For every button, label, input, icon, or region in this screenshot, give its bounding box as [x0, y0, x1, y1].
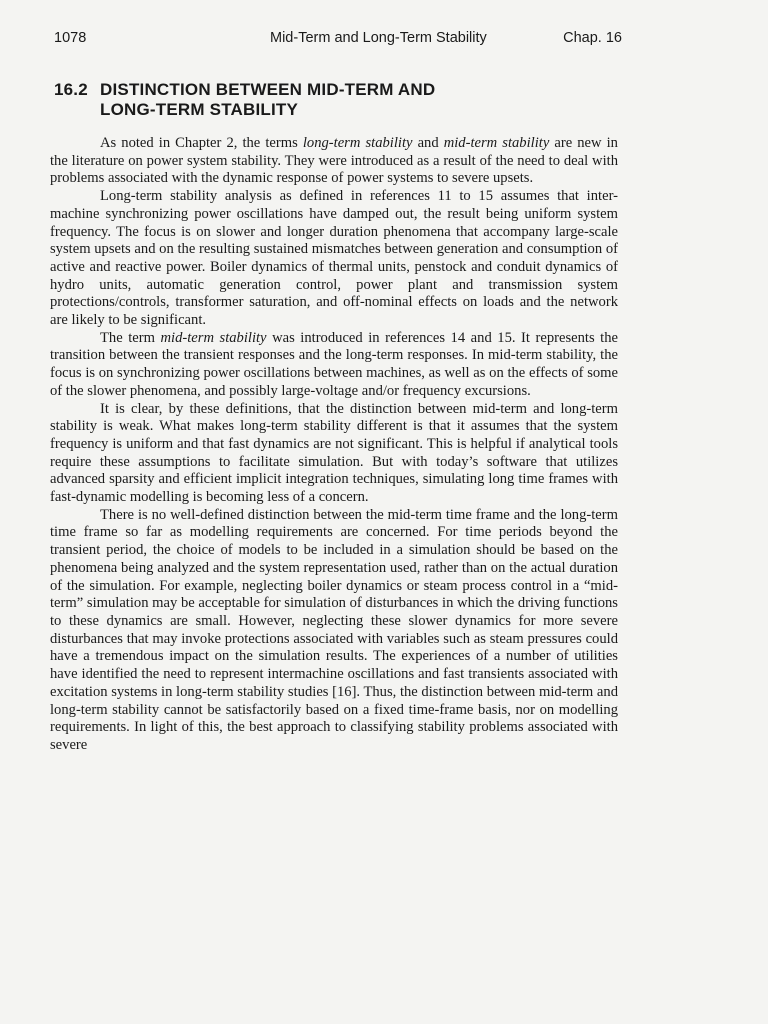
term-mid-term-stability-2: mid-term stability [160, 329, 267, 346]
paragraph-1-text-b: and [412, 135, 444, 151]
running-header [54, 30, 622, 50]
paragraph-3-text-b: was introduced in references 14 and 15. It represents the transition between the transient responses and the long-term responses. In mid-term stability, the focus is on synchronizing power oscillations between machines, as well as on the effects of some of the slower phenomena, and possibly large-voltage and/or frequency excursions. [50, 329, 618, 399]
paragraph-1-text-c: are new in the literature on power system stability. They were introduced as a result of the need to deal with problems associated with the dynamic response of power systems to severe upsets. [50, 135, 618, 187]
section-number: 16.2 [54, 80, 88, 99]
paragraph-3-text-a: The term [100, 329, 161, 346]
section-title-line2: LONG-TERM STABILITY [100, 100, 299, 119]
paragraph-2: Long-term stability analysis as defined in references 11 to 15 assumes that inter-machine synchronizing power oscillations have damped out, the result being uniform system frequency. The focus is on slower and longer duration phenomena that accompany large-scale system upsets and on the resulting sustained mismatches between generation and consumption of active and reactive power. Boiler dynamics of thermal units, penstock and conduit dynamics of hydro units, automatic generation control, power plant and transmission system protections/controls, transformer saturation, and off-nominal effects on loads and the network are likely to be significant. [50, 188, 618, 329]
paragraph-5: There is no well-defined distinction between the mid-term time frame and the long-term time frame so far as modelling requirements are concerned. For time periods beyond the transient period, the choice of models to be included in a simulation should be based on the phenomena being analyzed and the system representation used, rather than on the actual duration of the simulation. For example, neglecting boiler dynamics or steam process control in a “mid-term” simulation may be acceptable for simulation of disturbances in which the driving functions to these dynamics are small. However, neglecting these slower dynamics for more severe disturbances that may invoke protections associated with variables such as steam pressures could have a tremendous impact on the simulation results. The experiences of a number of utilities have identified the need to represent intermachine oscillations and fast transients associated with excitation systems in long-term stability studies [16]. Thus, the distinction between mid-term and long-term stability cannot be satisfactorily based on a fixed time-frame basis, nor on modelling requirements. In light of this, the best approach to classifying stability problems associated with severe [50, 506, 618, 753]
term-long-term-stability: long-term stability [302, 135, 413, 151]
page-number: 1078 [54, 30, 87, 46]
paragraph-3 [50, 330, 618, 401]
section-heading [54, 80, 634, 120]
running-title: Mid-Term and Long-Term Stability [270, 30, 487, 46]
body-text [50, 135, 618, 755]
paragraph-4: It is clear, by these definitions, that the distinction between mid-term and long-term stability is weak. What makes long-term stability different is that it assumes that the system frequency is uniform and that fast dynamics are not significant. This is helpful if analytical tools require these assumptions to facilitate simulation. But with today’s software that utilizes advanced sparsity and efficient implicit integration techniques, simulating long time frames with fast-dynamic modelling is becoming less of a concern. [50, 400, 618, 506]
paragraph-1 [50, 135, 618, 188]
section-title-line1: DISTINCTION BETWEEN MID-TERM AND [100, 80, 436, 99]
term-mid-term-stability: mid-term stability [443, 135, 550, 151]
paragraph-1-text-a: As noted in Chapter 2, the terms [100, 135, 303, 151]
chapter-label: Chap. 16 [563, 30, 622, 46]
